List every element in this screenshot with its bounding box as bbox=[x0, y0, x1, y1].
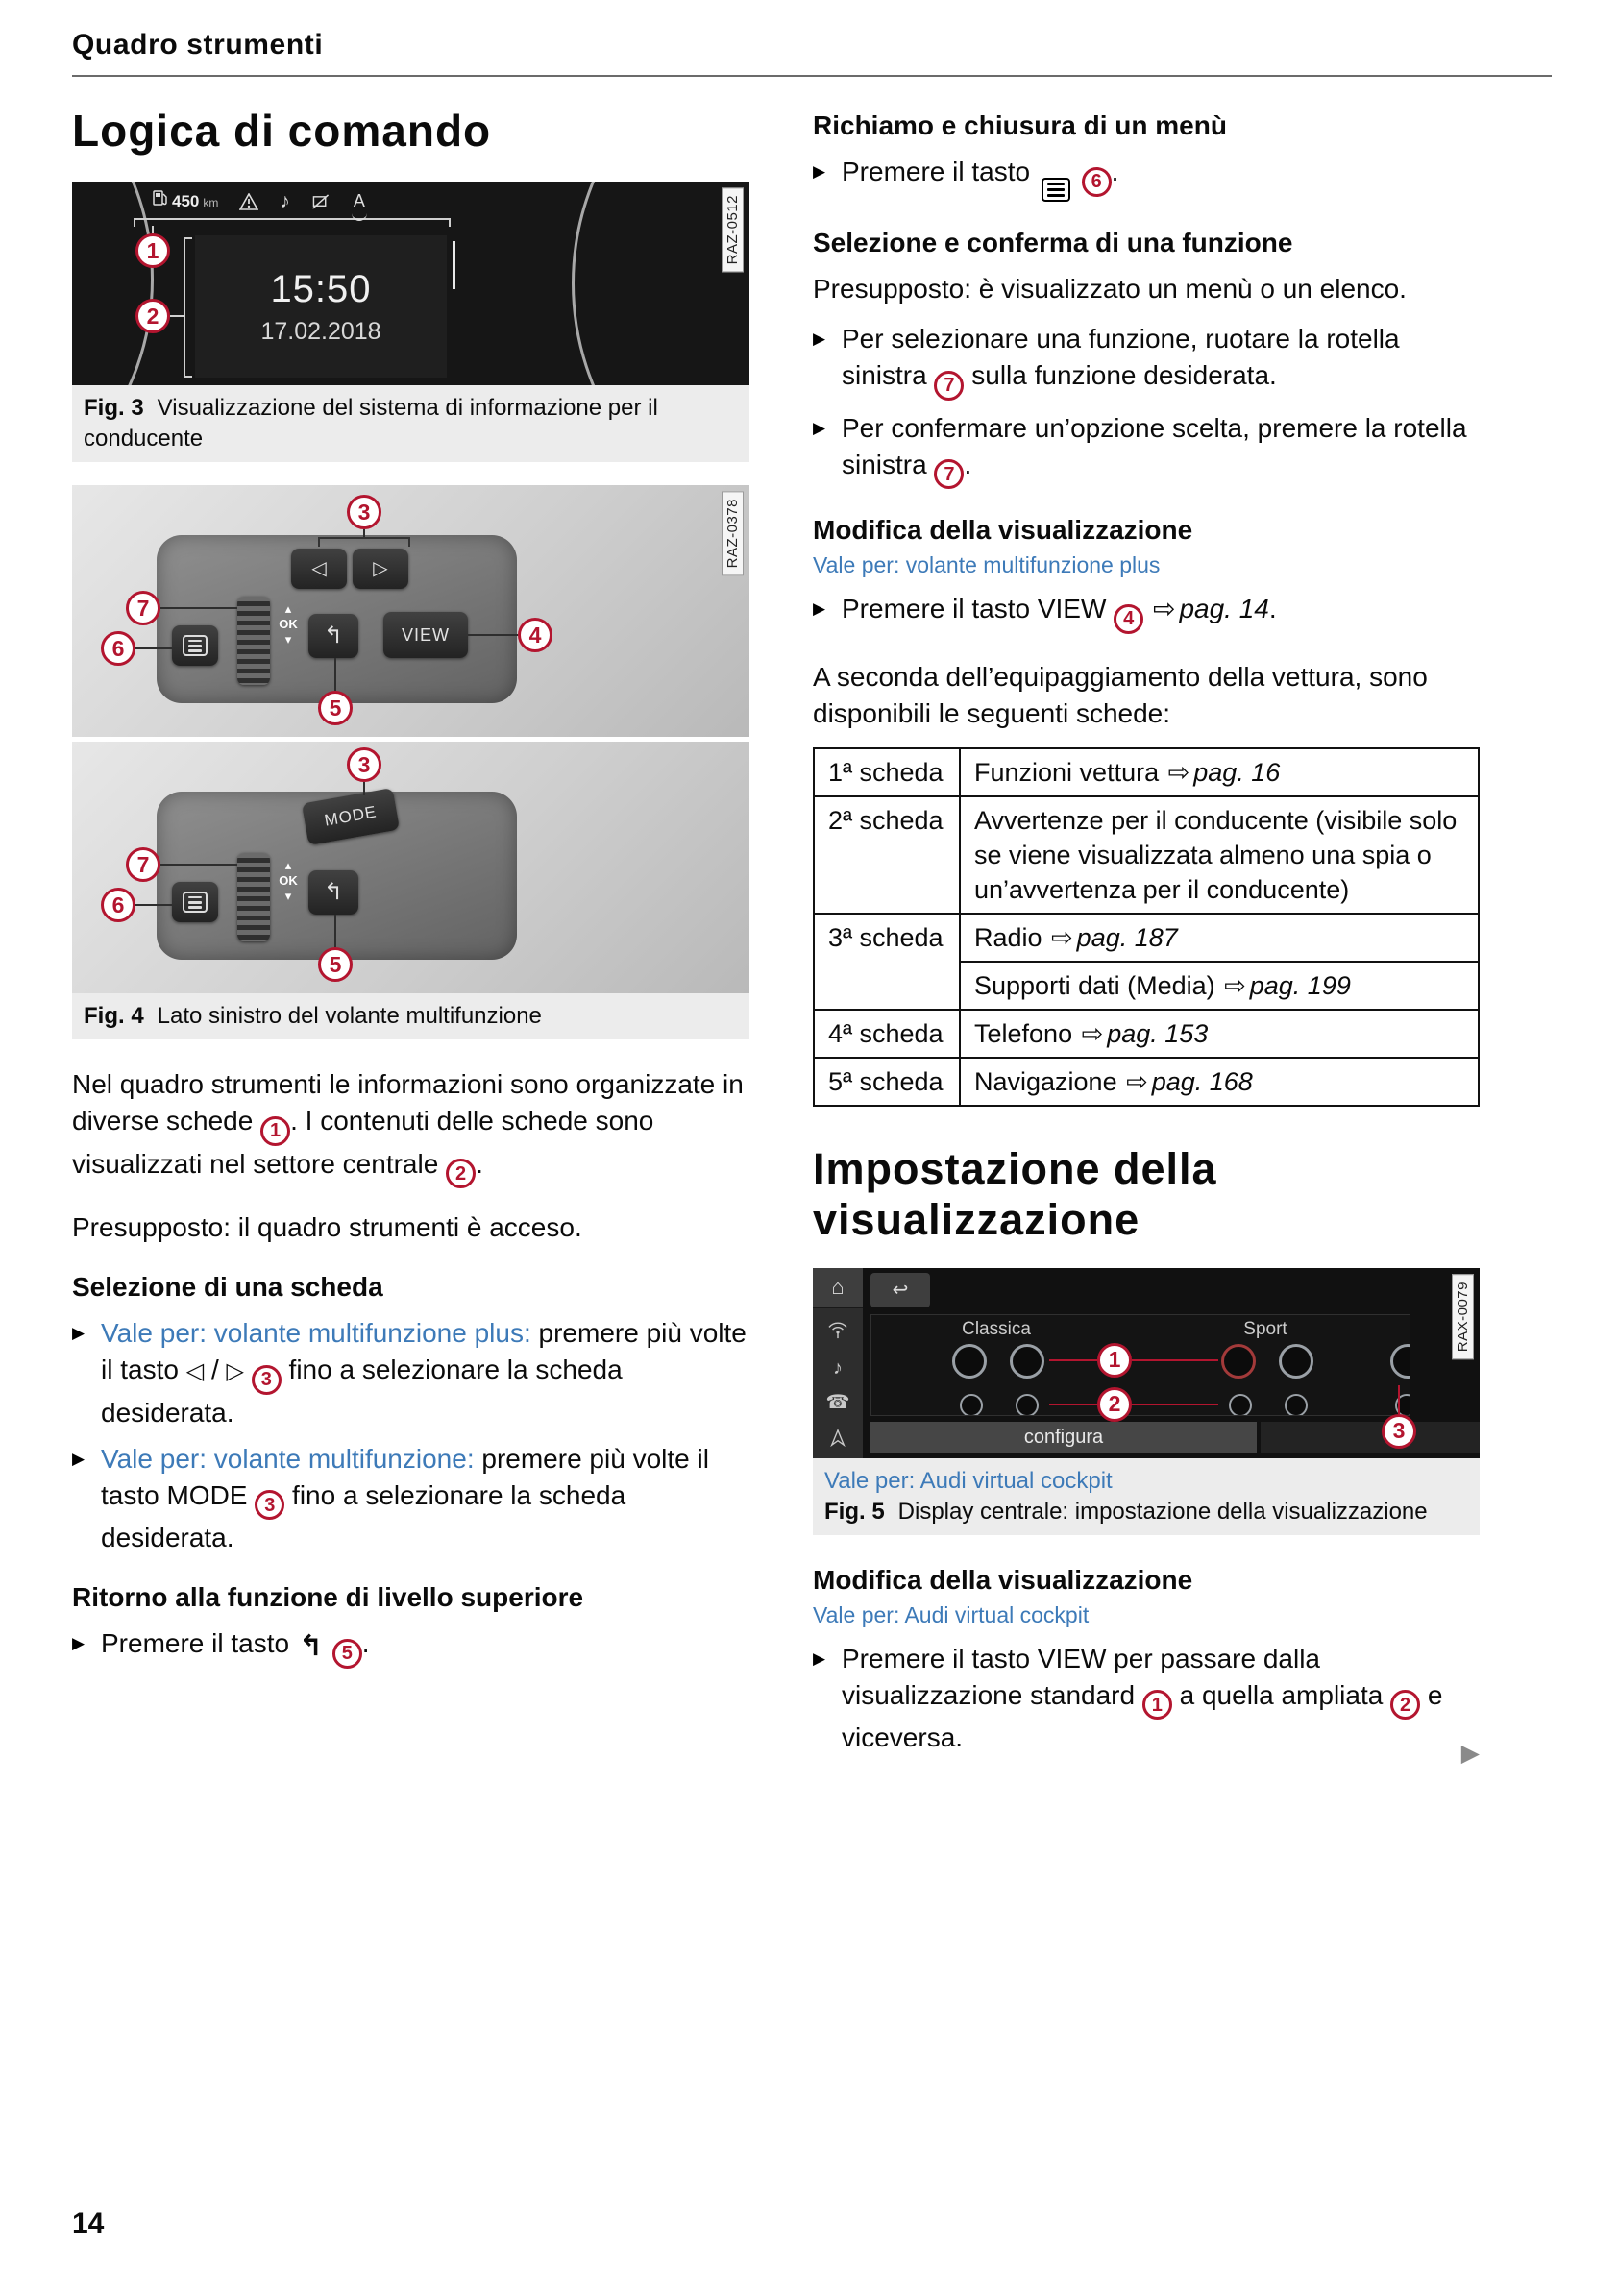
gauge-preview bbox=[1010, 1344, 1044, 1379]
callout-2: 2 bbox=[446, 1159, 476, 1188]
fuel-range-unit: km bbox=[203, 195, 219, 209]
callout-1: 1 bbox=[260, 1116, 290, 1146]
callout-2: 2 bbox=[1390, 1690, 1420, 1720]
center-display bbox=[195, 235, 447, 378]
left-triangle-key: ◁ bbox=[185, 1358, 205, 1385]
bullet-item: ▶ Vale per: volante multifunzione plus: premere più volte il tasto ◁ / ▷ 3 fino a selezionare la scheda desiderata. bbox=[72, 1315, 749, 1431]
menu-list-icon bbox=[1042, 178, 1070, 202]
figure-code: RAX-0079 bbox=[1452, 1274, 1474, 1359]
paragraph-schede-intro: A seconda dell’equipaggiamento della vettura, sono disponibili le seguenti schede: bbox=[813, 661, 1428, 728]
callout-3: 3 bbox=[1382, 1414, 1416, 1449]
gauge-preview bbox=[952, 1344, 987, 1379]
paragraph-presupposto: Presupposto: il quadro strumenti è acceso. bbox=[72, 1212, 582, 1243]
page-header: Quadro strumenti bbox=[72, 27, 1552, 77]
heading-modifica-2: Modifica della visualizzazione bbox=[813, 1564, 1193, 1595]
fig5-mmi-display bbox=[813, 1268, 1480, 1458]
left-thumbwheel bbox=[237, 853, 270, 941]
gauge-preview bbox=[1221, 1344, 1256, 1379]
reference-arrow: ⇨ bbox=[1152, 594, 1176, 624]
page-number: 14 bbox=[72, 2208, 105, 2239]
right-triangle-key: ▷ bbox=[226, 1358, 244, 1385]
callout-1: 1 bbox=[1097, 1343, 1132, 1378]
fig4-bottom-view bbox=[72, 742, 749, 993]
gauge-preview bbox=[1390, 1344, 1410, 1379]
theme-label-sport: Sport bbox=[1243, 1318, 1287, 1339]
schede-table bbox=[813, 747, 1480, 1107]
callout-bracket-center bbox=[184, 237, 192, 378]
vale-per-note: Vale per: volante multifunzione plus bbox=[813, 552, 1161, 578]
reference-arrow: ⇨ bbox=[1081, 1018, 1104, 1048]
bullet-icon: ▶ bbox=[72, 1449, 86, 1468]
ok-wheel-labels: ▴ OK ▾ bbox=[279, 601, 298, 647]
navigation-arrow-icon bbox=[813, 1429, 863, 1451]
reference-arrow: ⇨ bbox=[1051, 922, 1073, 952]
vale-per-note: Vale per: Audi virtual cockpit bbox=[813, 1601, 1090, 1627]
radio-antenna-icon bbox=[813, 1322, 863, 1343]
callout-5: 5 bbox=[332, 1639, 362, 1669]
callout-2: 2 bbox=[135, 299, 170, 333]
back-icon: ↩ bbox=[870, 1273, 930, 1307]
fuel-pump-icon bbox=[153, 183, 218, 221]
phone-icon: ☎ bbox=[825, 1391, 850, 1413]
return-arrow-icon: ↰ bbox=[298, 1630, 323, 1663]
callout-7: 7 bbox=[934, 459, 964, 489]
fig4-steering-wheel bbox=[72, 485, 749, 993]
callout-7: 7 bbox=[934, 371, 964, 401]
continuation-arrow: ▶ bbox=[1460, 1740, 1480, 1768]
callout-3: 3 bbox=[347, 747, 381, 782]
clock-time: 15:50 bbox=[270, 267, 372, 310]
callout-3: 3 bbox=[347, 495, 381, 529]
bullet-icon: ▶ bbox=[813, 599, 826, 619]
previous-tab-button: ◁ bbox=[291, 549, 347, 589]
next-tab-button: ▷ bbox=[353, 549, 408, 589]
reference-arrow: ⇨ bbox=[1224, 970, 1246, 1000]
left-column bbox=[72, 102, 749, 1678]
reference-arrow: ⇨ bbox=[1167, 757, 1190, 787]
bullet-item: ▶ Per confermare un’opzione scelta, premere la rotella sinistra 7 . bbox=[813, 410, 1480, 490]
heading-selezione-conferma: Selezione e conferma di una funzione bbox=[813, 228, 1293, 258]
callout-1: 1 bbox=[1142, 1690, 1172, 1720]
menu-list-icon bbox=[183, 635, 208, 656]
fig4-caption: Fig. 4 Lato sinistro del volante multifunzione bbox=[72, 993, 749, 1039]
vale-per-note: Vale per: Audi virtual cockpit bbox=[824, 1467, 1113, 1494]
ok-wheel-labels: ▴ OK ▾ bbox=[279, 858, 298, 904]
callout-7: 7 bbox=[126, 591, 160, 625]
callout-4: 4 bbox=[518, 618, 552, 652]
fuel-range-value: 450 bbox=[172, 191, 200, 210]
heading-modifica-1: Modifica della visualizzazione bbox=[813, 515, 1193, 546]
fig3-instrument-cluster bbox=[72, 182, 749, 385]
gauge-preview-small bbox=[960, 1394, 983, 1416]
mmi-sidebar bbox=[813, 1268, 863, 1458]
bullet-icon: ▶ bbox=[813, 330, 826, 349]
configura-button: configura bbox=[870, 1422, 1257, 1453]
table-row: Supporti dati (Media) ⇨ pag. 199 bbox=[814, 962, 1479, 1010]
callout-1: 1 bbox=[135, 233, 170, 268]
bottom-bar-right bbox=[1261, 1422, 1480, 1453]
bullet-icon: ▶ bbox=[813, 418, 826, 437]
callout-2: 2 bbox=[1097, 1387, 1132, 1422]
section-title-impostazione: Impostazione della visualizzazione bbox=[813, 1143, 1217, 1244]
fig3-caption: Fig. 3 Visualizzazione del sistema di informazione per il conducente bbox=[72, 385, 749, 462]
callout-3: 3 bbox=[252, 1365, 282, 1395]
warning-triangle-icon bbox=[239, 183, 258, 220]
gauge-preview bbox=[1279, 1344, 1313, 1379]
status-icon-row bbox=[153, 187, 367, 216]
menu-button bbox=[172, 625, 218, 666]
callout-6: 6 bbox=[101, 888, 135, 922]
back-button: ↰ bbox=[308, 614, 358, 658]
bullet-item: ▶ Premere il tasto VIEW 4 ⇨ pag. 14. bbox=[813, 591, 1480, 634]
table-row: 4ª scheda Telefono ⇨ pag. 153 bbox=[814, 1010, 1479, 1058]
paragraph-schede: Nel quadro strumenti le informazioni sono organizzate in diverse schede 1 . I contenuti delle schede sono visualizzati nel settore centrale 2 . bbox=[72, 1066, 749, 1188]
music-note-icon: ♪ bbox=[280, 190, 290, 213]
bullet-item: ▶ Premere il tasto VIEW per passare dalla visualizzazione standard 1 a quella ampliata 2 e viceversa. bbox=[813, 1641, 1480, 1757]
bullet-icon: ▶ bbox=[72, 1324, 86, 1343]
bullet-item: ▶ Per selezionare una funzione, ruotare la rotella sinistra 7 sulla funzione desiderata. bbox=[813, 321, 1480, 401]
figure-code: RAZ-0512 bbox=[722, 187, 744, 272]
figure-code: RAZ-0378 bbox=[722, 491, 744, 575]
bullet-item: ▶ Premere il tasto 6 . bbox=[813, 154, 1480, 202]
media-muted-icon bbox=[311, 183, 331, 220]
assist-a-icon: A bbox=[352, 183, 367, 221]
view-button: VIEW bbox=[383, 612, 468, 658]
fig4-top-view bbox=[72, 485, 749, 737]
right-column bbox=[813, 102, 1480, 1771]
callout-6: 6 bbox=[101, 631, 135, 666]
table-row: 2ª scheda Avvertenze per il conducente (visibile solo se viene visualizzata almeno una spia o un’avvertenza per il conducente) bbox=[814, 796, 1479, 914]
bullet-icon: ▶ bbox=[813, 162, 826, 181]
home-icon: ⌂ bbox=[813, 1268, 863, 1308]
bullet-icon: ▶ bbox=[813, 1649, 826, 1668]
paragraph-presupposto-menu: Presupposto: è visualizzato un menù o un elenco. bbox=[813, 274, 1407, 305]
bullet-item: ▶ Premere il tasto ↰ 5 . bbox=[72, 1625, 749, 1669]
mode-button: MODE bbox=[302, 788, 400, 845]
table-row: 5ª scheda Navigazione ⇨ pag. 168 bbox=[814, 1058, 1479, 1106]
scroll-indicator bbox=[453, 241, 455, 289]
menu-button bbox=[172, 882, 218, 922]
callout-3: 3 bbox=[255, 1490, 284, 1520]
table-row: 3ª scheda Radio ⇨ pag. 187 bbox=[814, 914, 1479, 962]
gauge-preview-small bbox=[1285, 1394, 1308, 1416]
callout-4: 4 bbox=[1114, 604, 1143, 634]
menu-list-icon bbox=[183, 892, 208, 913]
fig5-caption: Vale per: Audi virtual cockpit Fig. 5 Display centrale: impostazione della visualizzazione bbox=[813, 1458, 1480, 1535]
media-note-icon: ♪ bbox=[833, 1356, 843, 1379]
left-thumbwheel bbox=[237, 597, 270, 685]
gauge-preview-small bbox=[1016, 1394, 1039, 1416]
theme-label-classica: Classica bbox=[962, 1318, 1031, 1339]
back-button: ↰ bbox=[308, 870, 358, 915]
gauge-arc-left bbox=[72, 182, 154, 385]
heading-richiamo: Richiamo e chiusura di un menù bbox=[813, 110, 1227, 140]
date: 17.02.2018 bbox=[260, 317, 381, 345]
table-row: 1ª scheda Funzioni vettura ⇨ pag. 16 bbox=[814, 748, 1479, 796]
reference-arrow: ⇨ bbox=[1126, 1066, 1148, 1096]
gauge-preview-small bbox=[1229, 1394, 1252, 1416]
bullet-item: ▶ Vale per: volante multifunzione: premere più volte il tasto MODE 3 fino a selezionare la scheda desiderata. bbox=[72, 1441, 749, 1557]
heading-selezione-scheda: Selezione di una scheda bbox=[72, 1272, 383, 1303]
section-title: Logica di comando bbox=[72, 106, 492, 156]
heading-ritorno: Ritorno alla funzione di livello superiore bbox=[72, 1582, 584, 1613]
bullet-icon: ▶ bbox=[72, 1634, 86, 1653]
callout-7: 7 bbox=[126, 847, 160, 882]
callout-6: 6 bbox=[1082, 167, 1112, 197]
theme-preview-area bbox=[870, 1314, 1410, 1416]
callout-5: 5 bbox=[318, 691, 353, 725]
callout-5: 5 bbox=[318, 947, 353, 982]
